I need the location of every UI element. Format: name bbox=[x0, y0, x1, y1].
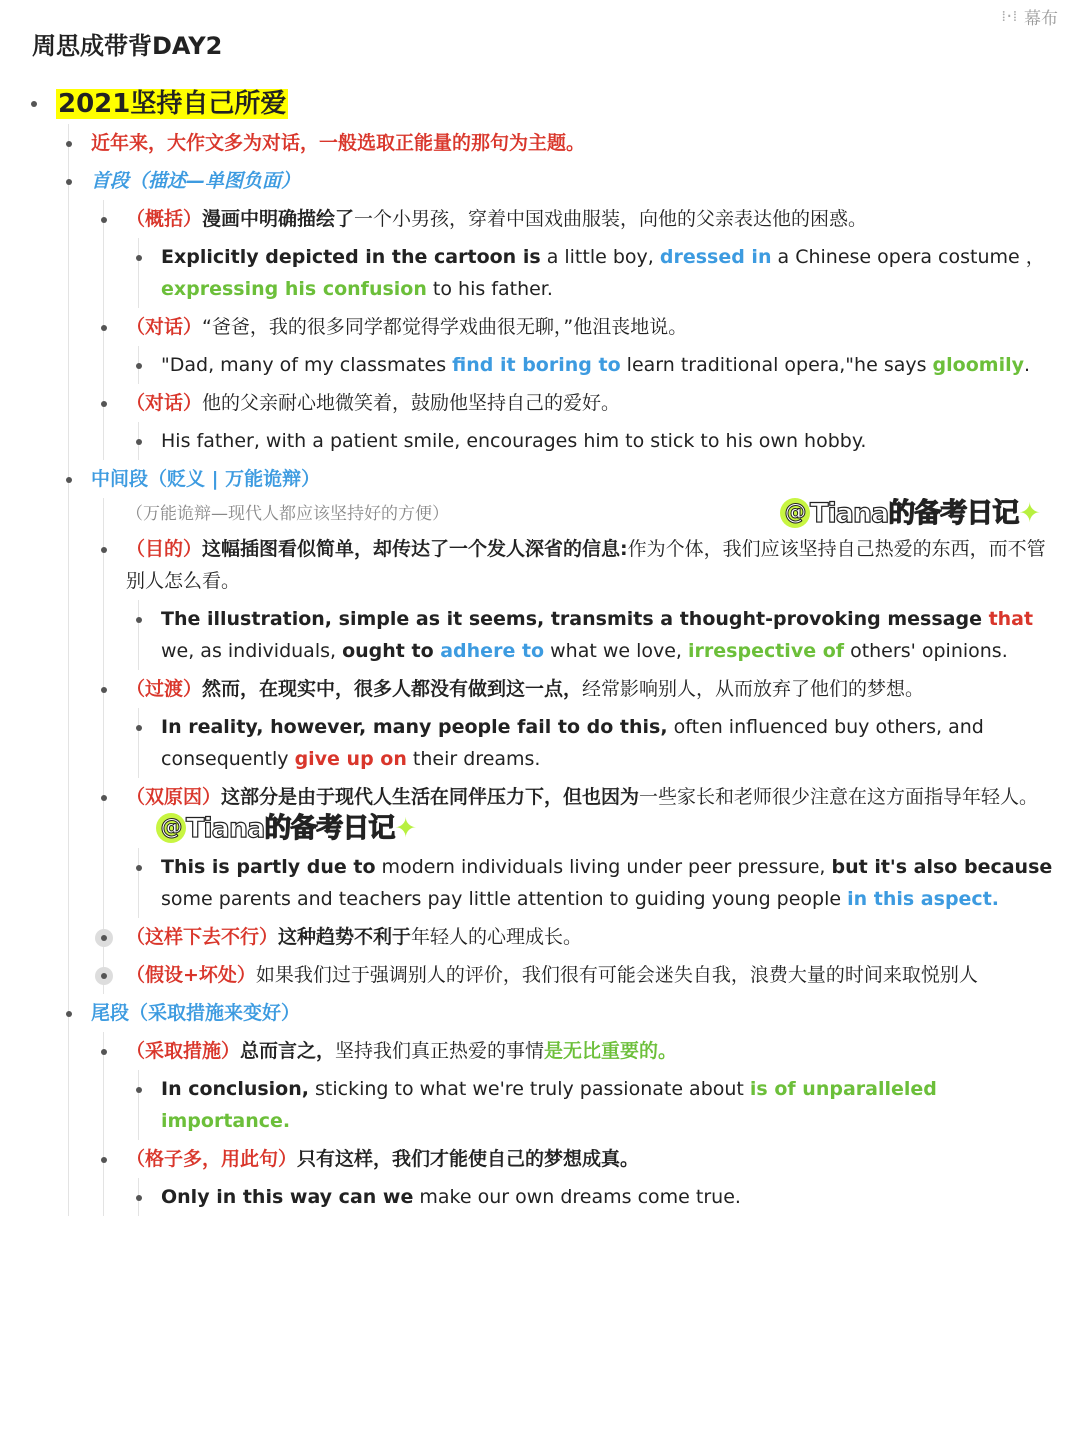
item-text-segment: 然而，在现实中，很多人都没有做到这一点， bbox=[202, 678, 583, 700]
outline-item-level-3[interactable] bbox=[70, 778, 1080, 848]
bullet-icon[interactable] bbox=[66, 141, 72, 147]
item-text-segment: 尾段（采取措施来变好） bbox=[91, 1002, 301, 1024]
item-text-segment: （假设+坏处） bbox=[126, 964, 256, 986]
item-text-segment: . bbox=[1023, 354, 1031, 376]
item-text-segment: in this aspect. bbox=[847, 888, 999, 910]
mubu-logo-icon: ⁞·⁞ bbox=[1001, 7, 1016, 25]
bullet-icon[interactable] bbox=[66, 179, 72, 185]
outline-item-level-3[interactable] bbox=[70, 530, 1080, 600]
bullet-icon[interactable] bbox=[101, 217, 107, 223]
item-text-segment: In conclusion, bbox=[161, 1078, 309, 1100]
bullet-icon[interactable] bbox=[101, 547, 107, 553]
outline-item-level-4[interactable] bbox=[105, 346, 1080, 384]
item-text-segment: This is partly due to bbox=[161, 856, 376, 878]
watermark-text: Tiana的备考日记 bbox=[186, 813, 395, 844]
bullet-icon[interactable] bbox=[136, 1195, 142, 1201]
item-text-segment: （概括） bbox=[126, 208, 203, 230]
outline-item-level-3[interactable] bbox=[70, 956, 1080, 994]
item-text-segment: sticking to what we're truly passionate about bbox=[308, 1078, 750, 1100]
outline-item-level-4[interactable] bbox=[105, 708, 1080, 778]
item-text-segment: 总而言之， bbox=[240, 1040, 336, 1062]
outline-item-level-3[interactable] bbox=[70, 918, 1080, 956]
collapsed-bullet-icon[interactable] bbox=[95, 929, 113, 947]
bullet-icon[interactable] bbox=[101, 1157, 107, 1163]
item-text-segment: （对话） bbox=[126, 392, 203, 414]
outline-item-level-2[interactable] bbox=[35, 994, 1080, 1032]
item-text-segment: 一个小男孩，穿着中国戏曲服装，向他的父亲表达他的困惑。 bbox=[354, 208, 868, 230]
item-text-segment: some parents and teachers pay little attention to guiding young people bbox=[161, 888, 848, 910]
outline-item-level-3[interactable] bbox=[70, 1032, 1080, 1070]
item-text-segment: （采取措施） bbox=[126, 1040, 241, 1062]
item-text-segment: （目的） bbox=[126, 538, 203, 560]
bullet-icon[interactable] bbox=[136, 617, 142, 623]
item-text-segment: （这样下去不行） bbox=[126, 926, 279, 948]
item-text-segment: make our own dreams come true. bbox=[413, 1186, 741, 1208]
item-text-segment: 是无比重要的。 bbox=[544, 1040, 678, 1062]
item-text-segment: often influenced buy others, and consequently bbox=[161, 716, 984, 770]
item-text-segment: 这幅插图看似简单，却传达了一个发人深省的信息: bbox=[202, 538, 628, 560]
item-text-segment: （对话） bbox=[126, 316, 203, 338]
outline-item-level-4[interactable] bbox=[105, 238, 1080, 308]
outline-item-level-3[interactable] bbox=[70, 1140, 1080, 1178]
outline-item-level-2[interactable] bbox=[35, 162, 1080, 200]
bullet-icon[interactable] bbox=[31, 101, 37, 107]
item-text-segment: to his father. bbox=[426, 278, 553, 300]
outline-item-level-4[interactable] bbox=[105, 422, 1080, 460]
logo-text: 幕布 bbox=[1024, 9, 1058, 29]
item-text-segment: we, as individuals, bbox=[161, 640, 343, 662]
item-text-segment: The illustration, simple as it seems, transmits a thought-provoking message bbox=[161, 608, 989, 630]
children-group bbox=[138, 848, 1080, 918]
item-text-segment: 这种趋势不利于 bbox=[278, 926, 412, 948]
item-text-segment: their dreams. bbox=[406, 748, 541, 770]
item-text-segment: what we love, bbox=[544, 640, 689, 662]
mubu-logo bbox=[1002, 4, 1058, 29]
outline-item-level-4[interactable] bbox=[105, 848, 1080, 918]
children-group bbox=[138, 422, 1080, 460]
item-text-segment: 首段（描述—单图负面） bbox=[91, 170, 301, 192]
item-text-segment: 只有这样，我们才能使自己的梦想成真。 bbox=[297, 1148, 640, 1170]
children-group bbox=[138, 346, 1080, 384]
bullet-icon[interactable] bbox=[101, 401, 107, 407]
outline-item-level-4[interactable] bbox=[105, 600, 1080, 670]
item-text-segment: is of unparalleled importance. bbox=[161, 1078, 937, 1132]
item-text-segment: ought to bbox=[342, 640, 441, 662]
children-group bbox=[138, 238, 1080, 308]
item-text-segment: 这部分是由于现代人生活在同伴压力下，但也因为 bbox=[221, 786, 640, 808]
watermark-text: Tiana的备考日记 bbox=[810, 498, 1019, 529]
star-icon: ✦ bbox=[394, 813, 416, 844]
children-group bbox=[138, 600, 1080, 670]
item-text-segment: 2021坚持自己所爱 bbox=[58, 89, 287, 119]
outline-item-level-3[interactable] bbox=[70, 308, 1080, 346]
star-icon: ✦ bbox=[1018, 498, 1040, 529]
children-group bbox=[68, 124, 1080, 1216]
item-text-segment: 近年来，大作文多为对话，一般选取正能量的那句为主题。 bbox=[91, 132, 586, 154]
children-group bbox=[138, 1070, 1080, 1140]
item-text-segment: learn traditional opera,"he says bbox=[620, 354, 933, 376]
bullet-icon[interactable] bbox=[66, 477, 72, 483]
bullet-icon[interactable] bbox=[101, 687, 107, 693]
outline-item-level-4[interactable] bbox=[105, 1178, 1080, 1216]
item-text-segment: irrespective of bbox=[688, 640, 845, 662]
document-title: 周思成带背DAY2 bbox=[32, 32, 223, 60]
item-text-segment: "Dad, many of my classmates bbox=[161, 354, 453, 376]
item-text-segment: dressed in bbox=[659, 246, 772, 268]
outline-item-level-3[interactable] bbox=[70, 200, 1080, 238]
item-text-segment: find it boring to bbox=[452, 354, 621, 376]
item-text-segment: 年轻人的心理成长。 bbox=[411, 926, 583, 948]
outline-tree bbox=[0, 84, 1080, 1216]
outline-item-level-2[interactable] bbox=[35, 124, 1080, 162]
item-text-segment: 他的父亲耐心地微笑着，鼓励他坚持自己的爱好。 bbox=[202, 392, 621, 414]
item-note-row bbox=[70, 498, 1080, 530]
item-text-segment: a little boy, bbox=[540, 246, 660, 268]
item-note: （万能诡辩—现代人都应该坚持好的方便） bbox=[126, 504, 449, 524]
item-text-segment: 经常影响别人，从而放弃了他们的梦想。 bbox=[582, 678, 925, 700]
item-text-segment: Explicitly depicted in the cartoon is bbox=[161, 246, 541, 268]
item-text-segment: 漫画中明确描绘了 bbox=[202, 208, 355, 230]
item-text-segment: but it's also because bbox=[831, 856, 1053, 878]
item-text-segment: 作为个体，我们应该坚持自己热爱的东西，而不管别人怎么看。 bbox=[126, 538, 1046, 592]
bullet-icon[interactable] bbox=[136, 363, 142, 369]
item-text-segment: others' opinions. bbox=[844, 640, 1008, 662]
item-text-segment: adhere to bbox=[440, 640, 545, 662]
item-text-segment: 如果我们过于强调别人的评价，我们很有可能会迷失自我，浪费大量的时间来取悦别人 bbox=[255, 964, 978, 986]
bullet-icon[interactable] bbox=[101, 795, 107, 801]
bullet-icon[interactable] bbox=[136, 725, 142, 731]
item-text-segment: “爸爸，我的很多同学都觉得学戏曲很无聊，”他沮丧地说。 bbox=[202, 316, 688, 338]
bullet-icon[interactable] bbox=[66, 1011, 72, 1017]
outline-item-level-1[interactable] bbox=[0, 84, 1080, 124]
children-group bbox=[103, 200, 1080, 460]
watermark bbox=[780, 498, 1040, 530]
watermark bbox=[156, 813, 416, 845]
watermark-at: @ bbox=[156, 813, 186, 843]
children-group bbox=[103, 1032, 1080, 1216]
outline-item-level-3[interactable] bbox=[70, 384, 1080, 422]
item-text-segment: （格子多，用此句） bbox=[126, 1148, 298, 1170]
bullet-icon[interactable] bbox=[136, 439, 142, 445]
bullet-icon[interactable] bbox=[136, 255, 142, 261]
item-text-segment: give up on bbox=[294, 748, 407, 770]
watermark-at: @ bbox=[780, 498, 810, 528]
item-text-segment: In reality, however, many people fail to do this, bbox=[161, 716, 668, 738]
item-text-segment: a Chinese opera costume ， bbox=[771, 246, 1045, 268]
children-group bbox=[138, 708, 1080, 778]
item-text-segment: Only in this way can we bbox=[161, 1186, 414, 1208]
outline-item-level-4[interactable] bbox=[105, 1070, 1080, 1140]
bullet-icon[interactable] bbox=[101, 325, 107, 331]
bullet-icon[interactable] bbox=[101, 1049, 107, 1055]
item-text-segment: gloomily bbox=[932, 354, 1024, 376]
bullet-icon[interactable] bbox=[136, 1087, 142, 1093]
item-text-segment: （双原因） bbox=[126, 786, 222, 808]
item-text-segment: 一些家长和老师很少注意在这方面指导年轻人。 bbox=[639, 786, 1039, 808]
item-text-segment: 中间段（贬义 | 万能诡辩） bbox=[91, 468, 321, 490]
item-text-segment: （过渡） bbox=[126, 678, 203, 700]
item-text-segment: modern individuals living under peer pressure, bbox=[375, 856, 832, 878]
item-text-segment: expressing his confusion bbox=[161, 278, 427, 300]
collapsed-bullet-icon[interactable] bbox=[95, 967, 113, 985]
outline-item-level-2[interactable] bbox=[35, 460, 1080, 498]
children-group bbox=[103, 498, 1080, 994]
item-text-segment: His father, with a patient smile, encourages him to stick to his own hobby. bbox=[161, 430, 867, 452]
children-group bbox=[138, 1178, 1080, 1216]
bullet-icon[interactable] bbox=[136, 865, 142, 871]
item-text-segment: 坚持我们真正热爱的事情 bbox=[335, 1040, 545, 1062]
item-text-segment: that bbox=[988, 608, 1034, 630]
outline-item-level-3[interactable] bbox=[70, 670, 1080, 708]
